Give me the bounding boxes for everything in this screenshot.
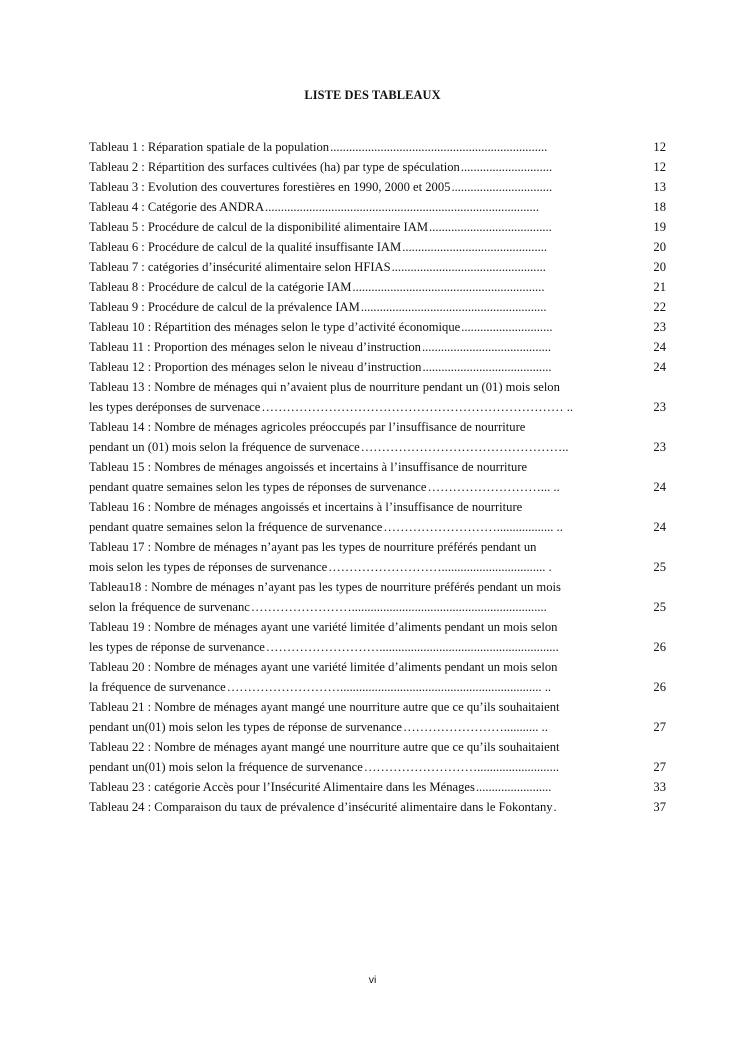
toc-dot-leader: ........................ xyxy=(475,780,552,794)
toc-page-number: 18 xyxy=(653,200,666,214)
toc-page-number: 23 xyxy=(653,440,666,454)
toc-dot-leader: ………………………......................................................... xyxy=(265,640,559,654)
toc-page-number: 25 xyxy=(653,560,666,574)
toc-dot-leader: ………………………………………….. xyxy=(360,440,569,454)
toc-entry-text: pendant un(01) mois selon la fréquence de survenance xyxy=(89,760,363,774)
toc-entry[interactable] xyxy=(89,157,666,177)
toc-entry-text: Tableau 7 : catégories d’insécurité alimentaire selon HFIAS xyxy=(89,260,391,274)
toc-dot-leader: ........................................................... xyxy=(360,300,547,314)
page-number: vi xyxy=(368,974,377,986)
toc-dot-leader: ................................................. xyxy=(391,260,546,274)
toc-entry-text: Tableau 8 : Procédure de calcul de la catégorie IAM xyxy=(89,280,352,294)
toc-entry[interactable] xyxy=(89,737,666,777)
toc-dot-leader: ……………………….......................... xyxy=(363,760,560,774)
toc-entry-text: Tableau 17 : Nombre de ménages n’ayant pas les types de nourriture préférés pendant un xyxy=(89,540,537,554)
toc-dot-leader: ......................................... xyxy=(421,340,552,354)
toc-entry-text: Tableau 11 : Proportion des ménages selon le niveau d’instruction xyxy=(89,340,421,354)
toc-page-number: 33 xyxy=(653,780,666,794)
toc-page-number: 12 xyxy=(653,160,666,174)
toc-entry-text: Tableau 5 : Procédure de calcul de la disponibilité alimentaire IAM xyxy=(89,220,429,234)
toc-entry-text: Tableau 2 : Répartition des surfaces cultivées (ha) par type de spéculation xyxy=(89,160,460,174)
toc-page-number: 27 xyxy=(653,720,666,734)
toc-entry-text: pendant un (01) mois selon la fréquence de survenace xyxy=(89,440,360,454)
toc-entry[interactable] xyxy=(89,297,666,317)
toc-dot-leader: ..................................................................... xyxy=(330,140,548,154)
toc-page-number: 24 xyxy=(653,520,666,534)
toc-entry-text: Tableau 10 : Répartition des ménages selon le type d’activité économique xyxy=(89,320,461,334)
toc-dot-leader: ……………………………………………………………… .. xyxy=(261,400,574,414)
toc-entry[interactable] xyxy=(89,177,666,197)
toc-entry-text: Tableau 15 : Nombres de ménages angoissés et incertains à l’insuffisance de nourriture xyxy=(89,460,528,474)
toc-entry[interactable] xyxy=(89,237,666,257)
toc-dot-leader: ………………………................................................................ .. xyxy=(226,680,551,694)
toc-page-number: 27 xyxy=(653,760,666,774)
toc-dot-leader: ……………………........... .. xyxy=(403,720,548,734)
toc-entry[interactable] xyxy=(89,357,666,377)
toc-entry[interactable] xyxy=(89,697,666,737)
toc-entry-text: Tableau 19 : Nombre de ménages ayant une variété limitée d’aliments pendant un mois selon xyxy=(89,620,558,634)
toc-entry-text: la fréquence de survenance xyxy=(89,680,226,694)
toc-entry[interactable] xyxy=(89,257,666,277)
toc-entry-text: pendant quatre semaines selon les types de réponses de survenance xyxy=(89,480,427,494)
toc-entry-text: Tableau 4 : Catégorie des ANDRA xyxy=(89,200,265,214)
toc-entry-text: les types deréponses de survenace xyxy=(89,400,261,414)
toc-entry-text: Tableau 24 : Comparaison du taux de prévalence d’insécurité alimentaire dans le Fokontany xyxy=(89,800,553,814)
toc-page-number: 26 xyxy=(653,640,666,654)
toc-page-number: 26 xyxy=(653,680,666,694)
toc-entry-text: Tableau 21 : Nombre de ménages ayant mangé une nourriture autre que ce qu’ils souhaitaient xyxy=(89,700,560,714)
toc-entry-text: les types de réponse de survenance xyxy=(89,640,265,654)
toc-dot-leader: ....................................... xyxy=(429,220,552,234)
toc-entry-text: Tableau 12 : Proportion des ménages selon le niveau d’instruction xyxy=(89,360,422,374)
toc-entry-text: Tableau 22 : Nombre de ménages ayant mangé une nourriture autre que ce qu’ils souhaitaient xyxy=(89,740,560,754)
toc-dot-leader: ............................. xyxy=(461,320,553,334)
toc-page-number: 20 xyxy=(653,260,666,274)
toc-page-number: 19 xyxy=(653,220,666,234)
toc-dot-leader: ………………………................................. . xyxy=(328,560,552,574)
toc-entry[interactable] xyxy=(89,777,666,797)
toc-dot-leader: . xyxy=(553,800,557,814)
toc-entry-text: selon la fréquence de survenanc xyxy=(89,600,250,614)
toc-entry-text: Tableau 20 : Nombre de ménages ayant une variété limitée d’aliments pendant un mois selon xyxy=(89,660,558,674)
toc-entry[interactable] xyxy=(89,457,666,497)
toc-entry-text: Tableau 9 : Procédure de calcul de la prévalence IAM xyxy=(89,300,360,314)
toc-entry[interactable] xyxy=(89,197,666,217)
toc-page-number: 13 xyxy=(653,180,666,194)
toc-entry[interactable] xyxy=(89,377,666,417)
toc-entry[interactable] xyxy=(89,317,666,337)
table-list xyxy=(89,137,666,817)
toc-page-number: 24 xyxy=(653,480,666,494)
toc-dot-leader: …………………….............................................................. xyxy=(250,600,547,614)
toc-entry-text: Tableau 23 : catégorie Accès pour l’Insécurité Alimentaire dans les Ménages xyxy=(89,780,475,794)
toc-entry[interactable] xyxy=(89,337,666,357)
toc-page-number: 12 xyxy=(653,140,666,154)
toc-entry[interactable] xyxy=(89,497,666,537)
toc-dot-leader: ......................................... xyxy=(422,360,552,374)
toc-entry-text: Tableau 16 : Nombre de ménages angoissés et incertains à l’insuffisance de nourriture xyxy=(89,500,523,514)
toc-page-number: 20 xyxy=(653,240,666,254)
toc-dot-leader: ............................. xyxy=(460,160,553,174)
toc-dot-leader: ………………………... .. xyxy=(427,480,560,494)
toc-entry[interactable] xyxy=(89,417,666,457)
toc-page-number: 23 xyxy=(653,400,666,414)
toc-entry[interactable] xyxy=(89,537,666,577)
toc-page-number: 37 xyxy=(653,800,666,814)
toc-entry[interactable] xyxy=(89,577,666,617)
toc-dot-leader: ................................ xyxy=(451,180,553,194)
toc-dot-leader: ....................................................................................... xyxy=(265,200,539,214)
toc-entry-text: Tableau 14 : Nombre de ménages agricoles préoccupés par l’insuffisance de nourriture xyxy=(89,420,526,434)
toc-page-number: 23 xyxy=(653,320,666,334)
toc-entry[interactable] xyxy=(89,797,666,817)
toc-entry[interactable] xyxy=(89,617,666,657)
toc-page-number: 22 xyxy=(653,300,666,314)
toc-entry-text: Tableau 3 : Evolution des couvertures forestières en 1990, 2000 et 2005 xyxy=(89,180,451,194)
toc-entry-text: Tableau18 : Nombre de ménages n’ayant pas les types de nourriture préférés pendant un mois xyxy=(89,580,561,594)
toc-page-number: 24 xyxy=(653,360,666,374)
toc-page-number: 24 xyxy=(653,340,666,354)
toc-entry[interactable] xyxy=(89,657,666,697)
toc-entry[interactable] xyxy=(89,137,666,157)
toc-entry-text: pendant quatre semaines selon la fréquence de survenance xyxy=(89,520,383,534)
toc-dot-leader: ............................................................. xyxy=(352,280,545,294)
toc-entry[interactable] xyxy=(89,277,666,297)
toc-page-number: 25 xyxy=(653,600,666,614)
toc-entry-text: pendant un(01) mois selon les types de réponse de survenance xyxy=(89,720,403,734)
toc-dot-leader: ……………………….................. .. xyxy=(383,520,563,534)
toc-entry-text: mois selon les types de réponses de survenance xyxy=(89,560,328,574)
toc-entry-text: Tableau 1 : Réparation spatiale de la population xyxy=(89,140,330,154)
toc-dot-leader: .............................................. xyxy=(402,240,548,254)
toc-page-number: 21 xyxy=(653,280,666,294)
page-title: LISTE DES TABLEAUX xyxy=(304,88,441,102)
toc-entry[interactable] xyxy=(89,217,666,237)
toc-entry-text: Tableau 13 : Nombre de ménages qui n’avaient plus de nourriture pendant un (01) mois selon xyxy=(89,380,560,394)
toc-entry-text: Tableau 6 : Procédure de calcul de la qualité insuffisante IAM xyxy=(89,240,402,254)
